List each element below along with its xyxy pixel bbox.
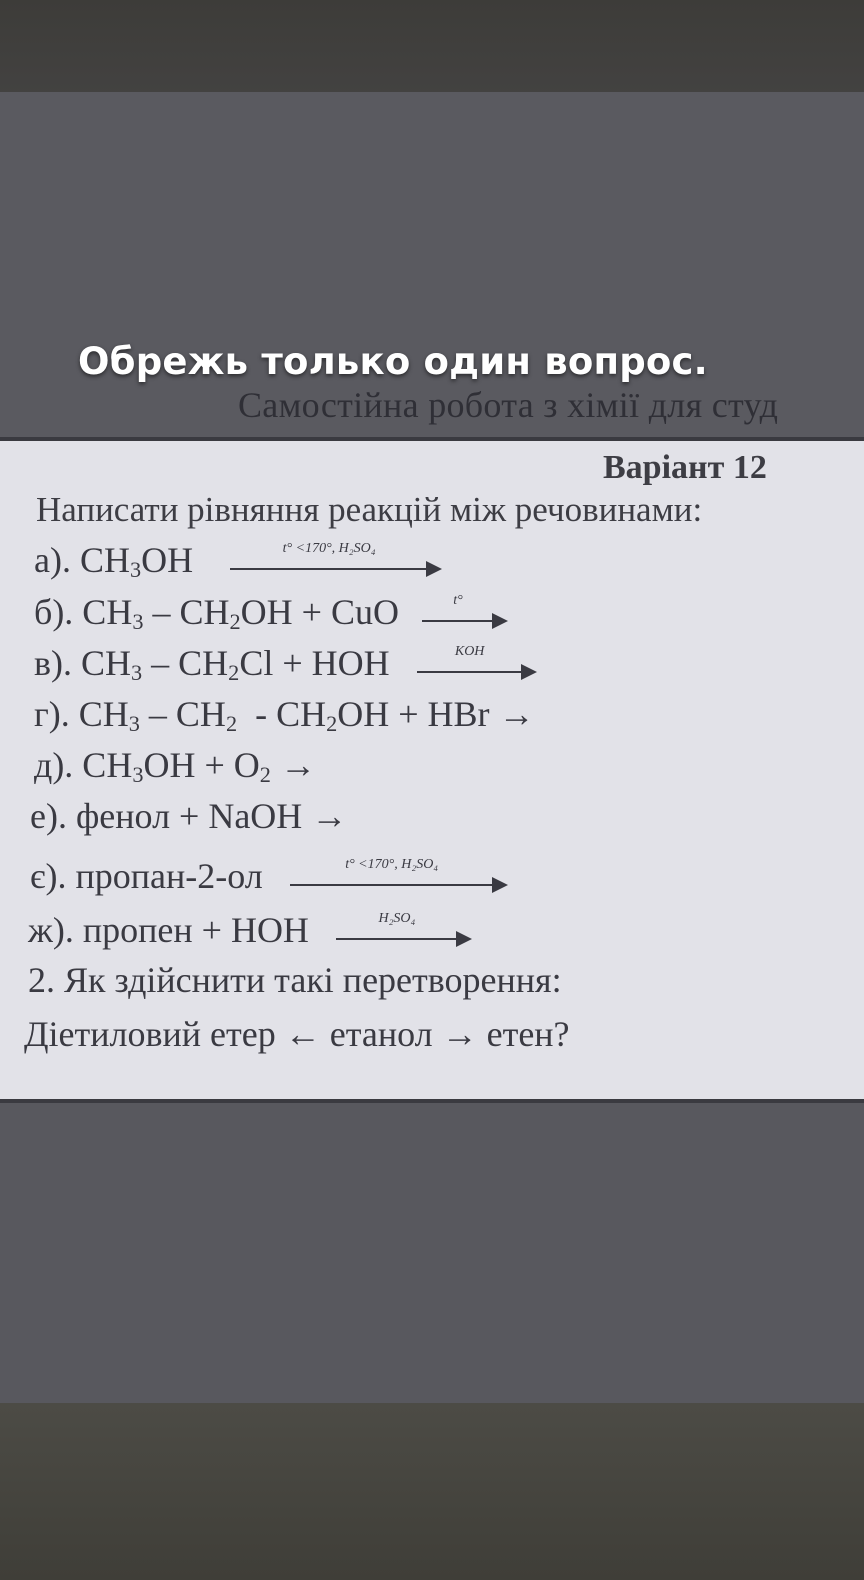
paper-top-section bbox=[0, 92, 864, 437]
reaction-b-text: б). $CH_3 - CH_2OH$ + CuO bbox=[34, 592, 399, 634]
reaction-arrow-icon bbox=[290, 856, 508, 893]
overlay-caption: Обрежь только один вопрос. bbox=[78, 340, 708, 383]
reaction-c bbox=[34, 642, 537, 686]
reaction-arrow-icon bbox=[230, 540, 442, 577]
reaction-h-condition: H₂SO₄ bbox=[378, 910, 416, 926]
reaction-e bbox=[34, 744, 316, 788]
reaction-c-condition: KOH bbox=[454, 643, 485, 659]
reaction-h-text: ж). пропен + HOH bbox=[28, 910, 309, 950]
task2-title: 2. Як здійснити такі перетворення: bbox=[28, 960, 562, 1000]
paper-bottom-section bbox=[0, 1103, 864, 1403]
reaction-a-text: а). $CH_3OH$ bbox=[34, 540, 194, 582]
reaction-arrow-icon bbox=[336, 910, 472, 947]
variant-label: Варіант 12 bbox=[603, 449, 767, 486]
reaction-arrow-icon bbox=[422, 592, 508, 629]
reaction-d bbox=[34, 693, 535, 737]
reaction-a bbox=[34, 539, 442, 583]
task2-chain: Діетиловий етер ← етанол → етен? bbox=[24, 1014, 570, 1054]
reaction-g-text: є). пропан-2-ол bbox=[30, 856, 263, 896]
reaction-f-text: е). фенол + NaOH → bbox=[30, 796, 348, 836]
reaction-c-text: в). $CH_3 - CH_2Cl$ + HOH bbox=[34, 643, 390, 685]
highlighted-question-region[interactable] bbox=[0, 437, 864, 1103]
reaction-b bbox=[34, 591, 508, 635]
reaction-g bbox=[30, 855, 508, 897]
reaction-h bbox=[28, 909, 472, 951]
task1-title: Написати рівняння реакцій між речовинами: bbox=[36, 490, 703, 529]
worksheet-header-line1: Самостійна робота з хімії для студ bbox=[238, 385, 779, 425]
reaction-g-condition: t° <170°, H₂SO₄ bbox=[345, 856, 439, 872]
reaction-f bbox=[30, 795, 347, 837]
reaction-a-condition: t° <170°, H₂SO₄ bbox=[282, 540, 376, 556]
reaction-b-condition: t° bbox=[453, 592, 463, 608]
reaction-e-text: д). $CH_3OH + O_2$ → bbox=[34, 745, 316, 787]
reaction-arrow-icon bbox=[417, 643, 537, 680]
reaction-d-text: г). $CH_3 - CH_2 - CH_2OH$ + HBr → bbox=[34, 694, 535, 736]
